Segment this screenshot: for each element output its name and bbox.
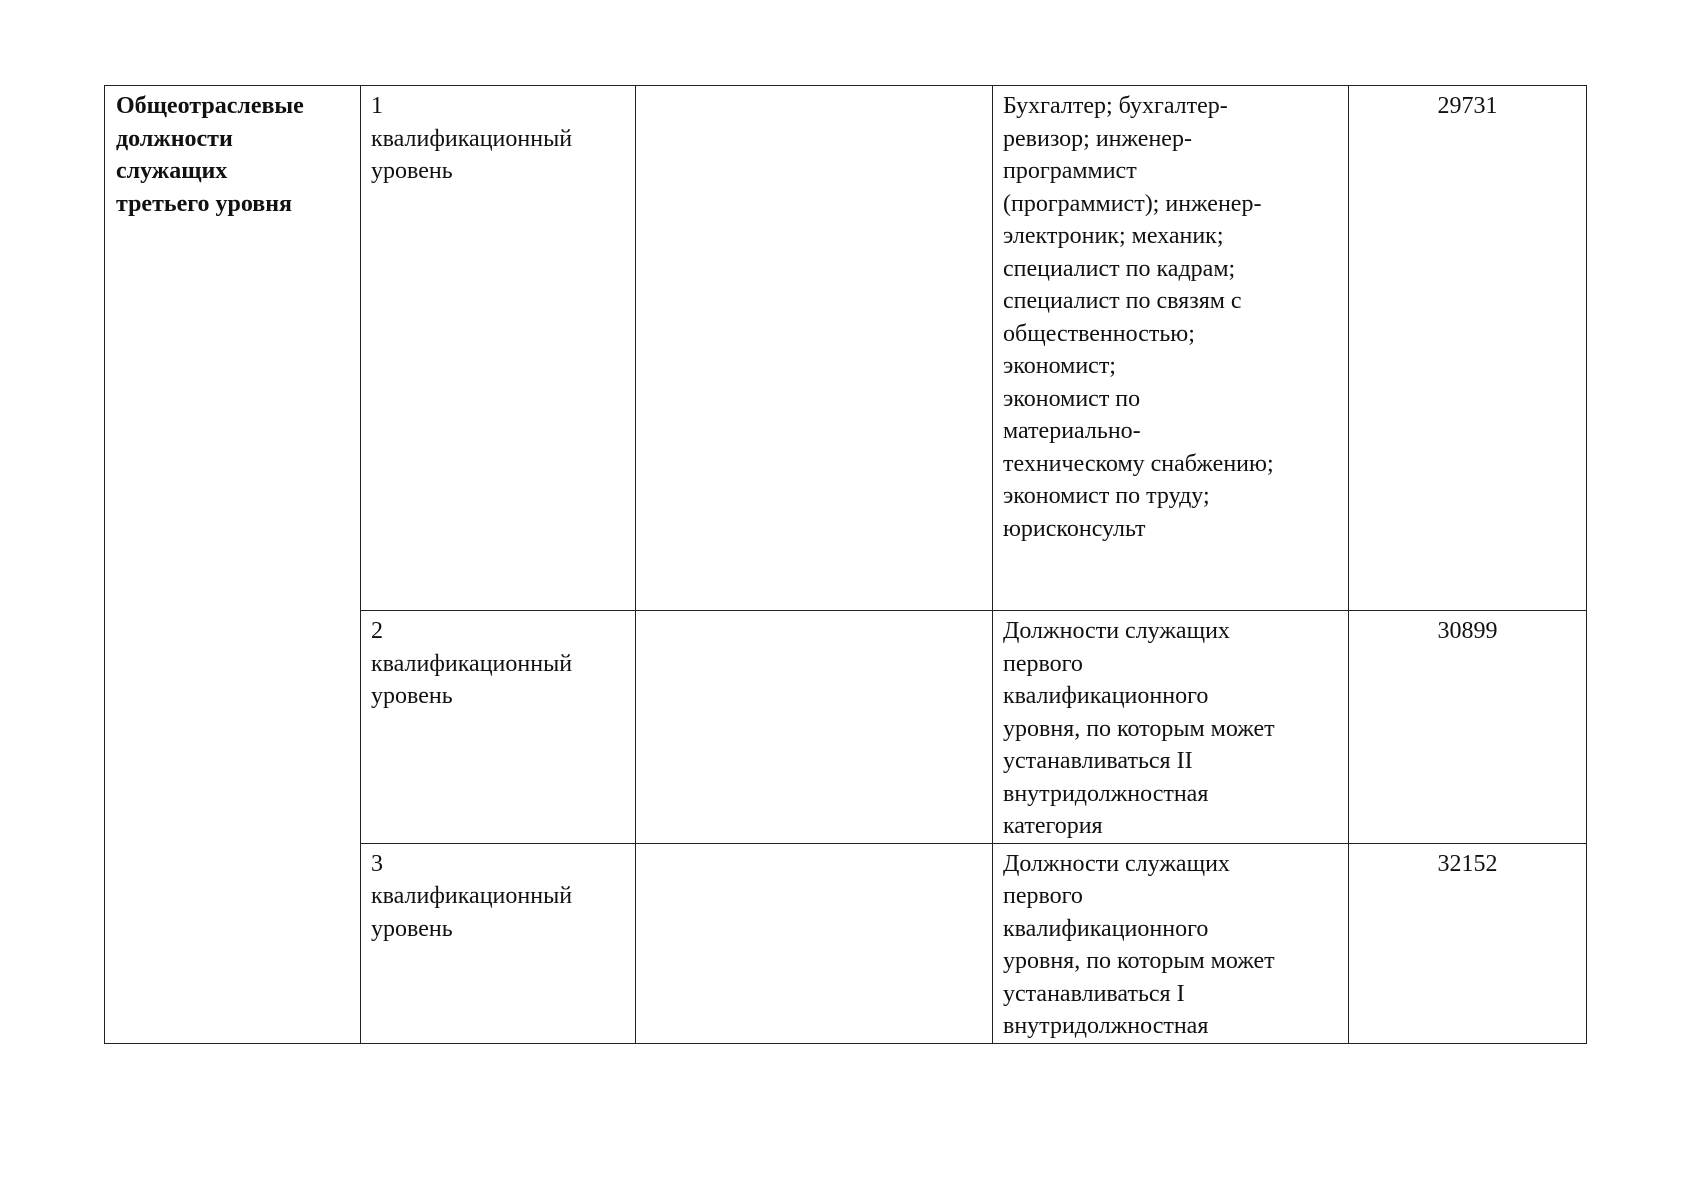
level-label: уровень bbox=[371, 158, 453, 184]
salary-value-cell: 29731 bbox=[1349, 86, 1587, 611]
salary-value-cell: 32152 bbox=[1349, 843, 1587, 1043]
level-number: 1 bbox=[371, 93, 383, 119]
level-number: 3 bbox=[371, 850, 383, 877]
empty-cell bbox=[636, 843, 993, 1043]
group-label-line: служащих bbox=[116, 158, 228, 184]
salary-table bbox=[104, 85, 1587, 1044]
level-label: квалификационный bbox=[371, 650, 573, 677]
level-label: квалификационный bbox=[371, 125, 573, 152]
qualification-level-cell bbox=[361, 611, 636, 844]
group-label-line: третьего уровня bbox=[116, 190, 293, 217]
qualification-level-cell bbox=[361, 843, 636, 1043]
positions-cell: Должности служащих первого квалификационного уровня, по которым может устанавливаться I внутридолжностная bbox=[993, 843, 1349, 1043]
empty-cell bbox=[636, 86, 993, 611]
group-label-line: должности bbox=[116, 125, 233, 152]
level-label: уровень bbox=[371, 915, 453, 942]
group-label-line: Общеотраслевые bbox=[116, 93, 304, 119]
level-label: квалификационный bbox=[371, 883, 573, 909]
salary-value-cell: 30899 bbox=[1349, 611, 1587, 844]
positions-cell: Бухгалтер; бухгалтер- ревизор; инженер- программист (программист); инженер- электроник; механик; специалист по кадрам; специалист по связям с общественностью; экономист; экономист по материально- техническому снабжению; экономист по труду; юрисконсульт bbox=[993, 86, 1349, 611]
qualification-level-cell bbox=[361, 86, 636, 611]
level-label: уровень bbox=[371, 683, 453, 709]
table-row bbox=[105, 86, 1587, 611]
empty-cell bbox=[636, 611, 993, 844]
level-number: 2 bbox=[371, 618, 383, 644]
positions-cell: Должности служащих первого квалификационного уровня, по которым может устанавливаться II внутридолжностная категория bbox=[993, 611, 1349, 844]
position-group-cell bbox=[105, 86, 361, 1044]
